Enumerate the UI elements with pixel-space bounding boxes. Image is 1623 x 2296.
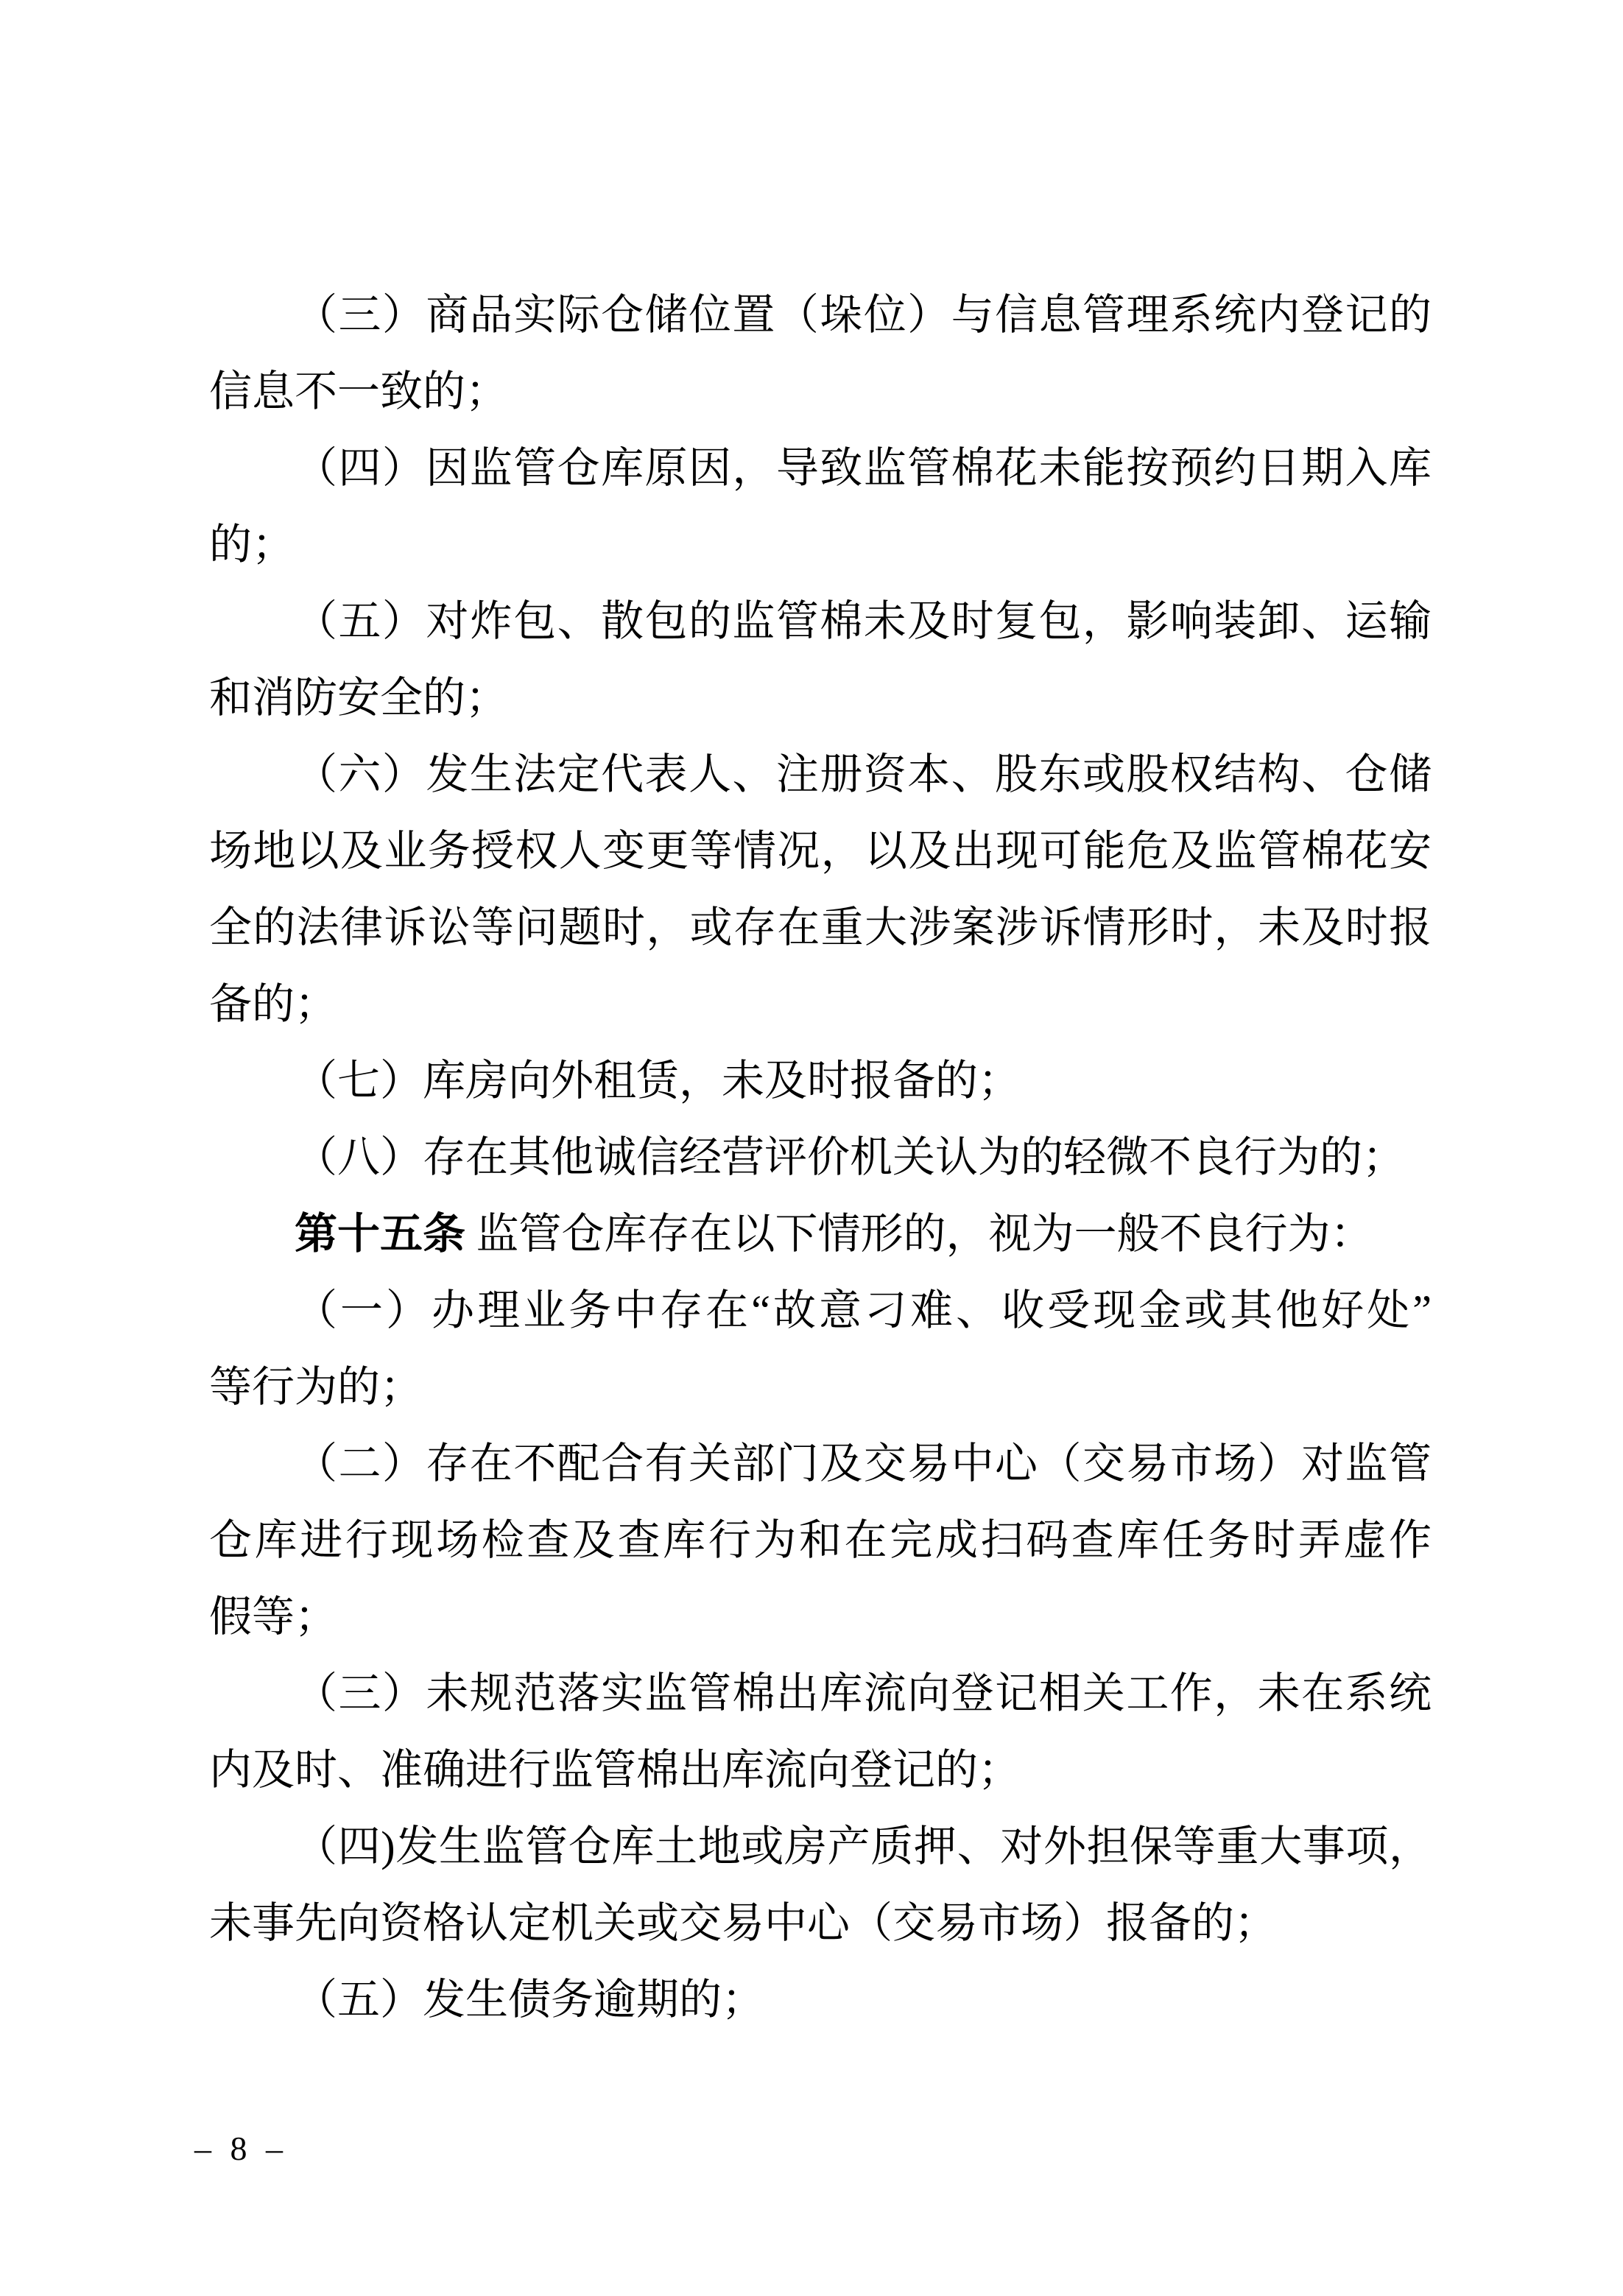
document-body	[209, 277, 1432, 2038]
text-line	[209, 1732, 1432, 1809]
line-text: （五）发生债务逾期的；	[295, 1976, 765, 2024]
line-text: 和消防安全的；	[209, 674, 509, 722]
text-line	[209, 966, 1432, 1043]
text-line	[209, 1196, 1432, 1272]
text-line	[209, 1272, 1432, 1349]
text-line	[209, 507, 1432, 583]
line-text: （五）对炸包、散包的监管棉未及时复包，影响装卸、运输	[295, 597, 1432, 645]
line-text: 场地以及业务授权人变更等情况，以及出现可能危及监管棉花安	[209, 827, 1432, 875]
line-text: （一）办理业务中存在“故意刁难、收受现金或其他好处”	[295, 1286, 1432, 1334]
line-text: 备的；	[209, 980, 338, 1028]
text-line	[209, 1043, 1432, 1119]
line-text: 内及时、准确进行监管棉出库流向登记的；	[209, 1746, 1021, 1794]
line-text: （二）存在不配合有关部门及交易中心（交易市场）对监管	[295, 1440, 1432, 1487]
paragraph	[209, 736, 1432, 1043]
text-line	[209, 583, 1432, 660]
paragraph	[209, 1119, 1432, 1196]
text-line	[209, 736, 1432, 813]
text-line	[209, 353, 1432, 430]
text-line	[209, 430, 1432, 507]
text-line	[209, 890, 1432, 966]
text-line	[209, 1119, 1432, 1196]
text-line	[209, 1885, 1432, 1962]
text-line	[209, 1579, 1432, 1655]
line-text: （六）发生法定代表人、注册资本、股东或股权结构、仓储	[295, 750, 1432, 798]
line-text: 的；	[209, 521, 295, 568]
paragraph	[209, 1043, 1432, 1119]
line-text: 全的法律诉讼等问题时，或存在重大涉案涉诉情形时，未及时报	[209, 904, 1432, 951]
line-text: （三）商品实际仓储位置（垛位）与信息管理系统内登记的	[295, 291, 1432, 339]
line-text: （四）因监管仓库原因，导致监管棉花未能按预约日期入库	[295, 444, 1432, 492]
text-line	[209, 277, 1432, 353]
line-text: 监管仓库存在以下情形的，视为一般不良行为：	[465, 1210, 1373, 1258]
line-text: （八）存在其他诚信经营评价机关认为的轻微不良行为的；	[295, 1133, 1406, 1181]
line-text: （三）未规范落实监管棉出库流向登记相关工作，未在系统	[295, 1669, 1432, 1717]
line-text: 未事先向资格认定机关或交易中心（交易市场）报备的；	[209, 1899, 1278, 1947]
paragraph	[209, 583, 1432, 736]
paragraph	[209, 1655, 1432, 1809]
line-text: 假等；	[209, 1593, 338, 1641]
text-line	[209, 1426, 1432, 1502]
line-text: 仓库进行现场检查及查库行为和在完成扫码查库任务时弄虚作	[209, 1516, 1432, 1564]
paragraph	[209, 1272, 1432, 1426]
text-line	[209, 813, 1432, 890]
text-line	[209, 1962, 1432, 2038]
paragraph	[209, 1196, 1432, 1272]
text-line	[209, 660, 1432, 736]
article-heading-bold: 第十五条	[295, 1210, 466, 1258]
line-text: 等行为的；	[209, 1363, 423, 1411]
paragraph	[209, 1962, 1432, 2038]
paragraph	[209, 1809, 1432, 1962]
page-number: – 8 –	[194, 2130, 288, 2167]
paragraph	[209, 277, 1432, 430]
line-text: （七）库房向外租赁，未及时报备的；	[295, 1057, 1021, 1105]
text-line	[209, 1809, 1432, 1885]
line-text: 信息不一致的；	[209, 367, 509, 415]
text-line	[209, 1655, 1432, 1732]
paragraph	[209, 430, 1432, 583]
text-line	[209, 1349, 1432, 1426]
line-text: （四)发生监管仓库土地或房产质押、对外担保等重大事项，	[295, 1823, 1432, 1870]
text-line	[209, 1502, 1432, 1579]
paragraph	[209, 1426, 1432, 1655]
